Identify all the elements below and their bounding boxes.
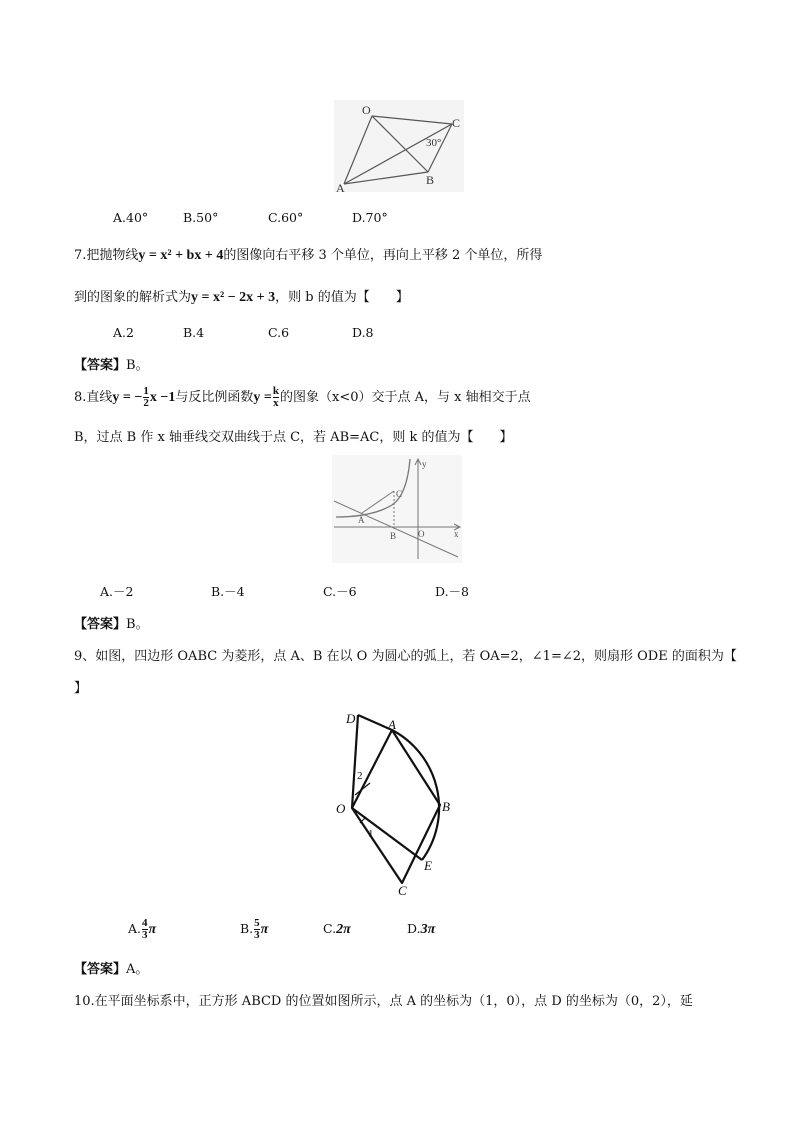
q8-expr-y2: y = xyxy=(253,390,272,405)
q9-option-d-prefix: D. xyxy=(407,921,421,936)
q9-option-c xyxy=(323,921,351,938)
q8-frac2-den: x xyxy=(273,397,279,409)
q8-option-d: D.－8 xyxy=(435,584,470,599)
q8-answer-label: 【答案】 xyxy=(74,617,127,632)
label-y: y xyxy=(422,459,427,469)
label-B: B xyxy=(442,799,450,814)
label-A: A xyxy=(388,717,396,732)
q9-answer-label: 【答案】 xyxy=(74,962,127,977)
label-O: O xyxy=(336,801,346,816)
q8-fraction-1 xyxy=(143,386,149,409)
q8-line-1 xyxy=(74,386,531,409)
q6-option-c: C.60° xyxy=(268,210,304,225)
q7-line1-post: 的图像向右平移 3 个单位，再向上平移 2 个单位，所得 xyxy=(223,248,543,263)
q8-frac2-num: k xyxy=(272,385,279,397)
q8-expr-rest: x −1 xyxy=(149,390,176,405)
label-x: x xyxy=(454,529,459,539)
q9-option-b-prefix: B. xyxy=(240,921,254,936)
q7-option-b: B.4 xyxy=(183,325,205,340)
q7-option-c: C.6 xyxy=(268,325,290,340)
label-D: D xyxy=(346,711,356,726)
q8-frac1-num: 1 xyxy=(143,385,149,397)
q7-answer-value: B。 xyxy=(126,358,149,373)
q9-option-a-den: 3 xyxy=(142,929,148,941)
q9-option-d-text: 3π xyxy=(420,922,436,937)
q8-expr-y: y = − xyxy=(112,390,143,405)
label-C: C xyxy=(396,489,403,499)
q8-fraction-2 xyxy=(273,386,279,409)
figure-rhombus-sector xyxy=(330,705,460,905)
q7-answer-label: 【答案】 xyxy=(74,358,127,373)
q6-option-b: B.50° xyxy=(183,210,219,225)
q8-line1-pre: 8.直线 xyxy=(74,390,113,405)
q9-option-b xyxy=(240,918,268,941)
q9-line-2: 】 xyxy=(74,681,88,696)
q9-option-c-text: 2π xyxy=(336,922,351,937)
q7-option-a: A.2 xyxy=(113,325,134,340)
label-B: B xyxy=(390,531,397,541)
q9-option-b-num: 5 xyxy=(254,917,260,929)
q8-option-a: A.－2 xyxy=(100,584,134,599)
figure-parallelogram xyxy=(334,100,464,192)
q9-option-a-fraction xyxy=(142,918,148,941)
q9-option-b-den: 3 xyxy=(254,929,260,941)
q9-answer xyxy=(74,958,148,977)
label-O: O xyxy=(362,103,371,117)
q9-option-b-suffix: π xyxy=(260,922,269,937)
figure-hyperbola-graph xyxy=(332,455,462,563)
q8-line1-post: 的图象（x<0）交于点 A，与 x 轴相交于点 xyxy=(279,390,531,405)
q9-option-a xyxy=(128,918,156,941)
q10-line-1: 10.在平面坐标系中，正方形 ABCD 的位置如图所示，点 A 的坐标为（1，0），点 D 的坐标为（0，2），延 xyxy=(74,994,693,1009)
q8-answer xyxy=(74,613,149,632)
label-angle-1: 1 xyxy=(368,828,374,840)
q8-option-c: C.－6 xyxy=(323,584,357,599)
label-angle-2: 2 xyxy=(357,770,363,782)
q7-line-2 xyxy=(74,286,409,306)
label-E: E xyxy=(424,858,432,873)
label-O: O xyxy=(418,529,425,539)
label-B: B xyxy=(426,173,435,187)
q9-option-a-prefix: A. xyxy=(128,921,142,936)
q8-line1-mid: 与反比例函数 xyxy=(175,390,254,405)
q7-expr-2: y = x² − 2x + 3 xyxy=(191,290,276,305)
q6-option-d: D.70° xyxy=(352,210,388,225)
q8-answer-value: B。 xyxy=(126,617,149,632)
q7-line-1 xyxy=(74,244,542,264)
q9-option-c-prefix: C. xyxy=(323,921,337,936)
label-A: A xyxy=(358,515,365,525)
q9-option-b-fraction xyxy=(254,918,260,941)
q9-line-1: 9、如图，四边形 OABC 为菱形，点 A、B 在以 O 为圆心的弧上，若 OA=2，∠1=∠2，则扇形 ODE 的面积为【 xyxy=(74,649,737,664)
q7-answer xyxy=(74,354,149,373)
q7-line1-pre: 7.把抛物线 xyxy=(74,248,139,263)
q7-line2-post: ，则 b 的值为【 】 xyxy=(275,290,409,305)
q8-frac1-den: 2 xyxy=(143,397,149,409)
label-C: C xyxy=(452,116,461,130)
q7-option-d: D.8 xyxy=(352,325,374,340)
q8-option-b: B.－4 xyxy=(211,584,245,599)
label-A: A xyxy=(336,181,345,192)
label-angle: 30° xyxy=(426,137,442,149)
q8-line-2: B，过点 B 作 x 轴垂线交双曲线于点 C，若 AB=AC，则 k 的值为【 】 xyxy=(74,430,513,445)
q9-option-d xyxy=(407,921,435,938)
q9-option-a-suffix: π xyxy=(148,922,157,937)
q6-option-a: A.40° xyxy=(113,210,149,225)
q7-expr-1: y = x² + bx + 4 xyxy=(138,248,224,263)
q7-line2-pre: 到的图象的解析式为 xyxy=(74,290,192,305)
q9-option-a-num: 4 xyxy=(142,917,148,929)
q9-answer-value: A。 xyxy=(126,962,149,977)
label-C: C xyxy=(398,883,407,898)
